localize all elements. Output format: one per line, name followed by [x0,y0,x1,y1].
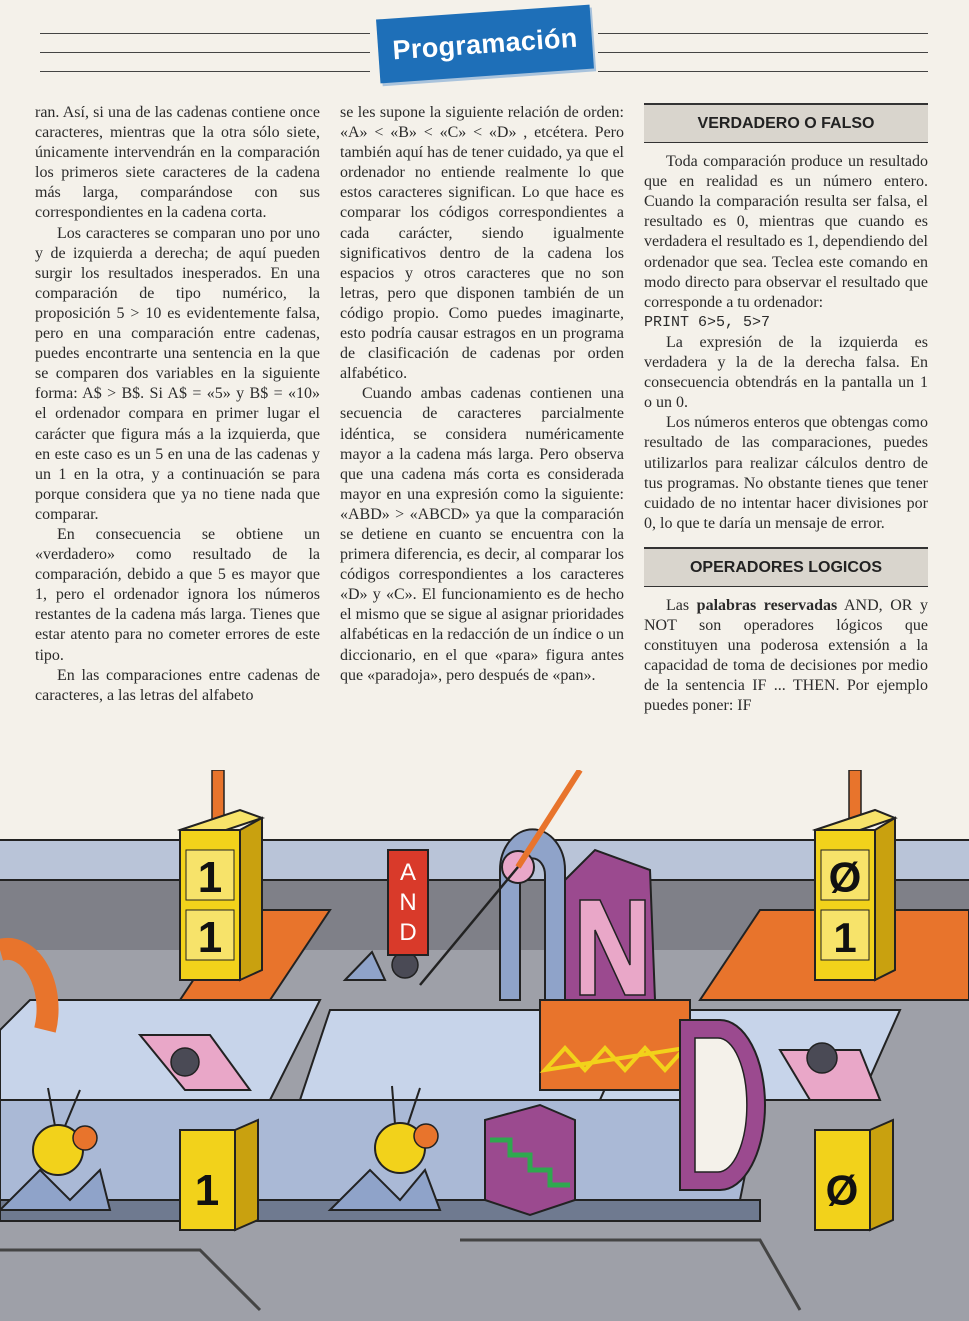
code-sample: PRINT 6>5, 5>7 [644,313,771,331]
paragraph: ran. Así, si una de las cadenas contiene once caracteres, mientras que la otra sólo siete, únicamente intervendrán en la comparación los primeros siete caracteres de la cadena más larga, comparándose con sus correspondientes en la cadena corta. [35,104,320,222]
text-column-1 [35,103,320,706]
section-banner [376,5,594,84]
paragraph: se les supone la siguiente relación de orden: «A» < «B» < «C» < «D» , etcétera. Pero también aquí has de tener cuidado, ya que el ordenador no entiende realmente lo que estos caracteres significan. Lo que hace es comparar los códigos correspondientes a cada carácter, siendo igualmente significativos dentro de la cadena los espacios y otros caracteres que no son letras, pero que disponen también de un código propio. Como puedes imaginarte, esto podría causar estragos en un programa de clasificación de cadenas por orden alfabético. [340,104,624,383]
sign-digit: 1 [197,853,223,902]
flag-letter: N [399,889,417,916]
text-column-3 [644,103,928,717]
paragraph: Los caracteres se comparan uno por uno y de izquierda a derecha; de aquí pueden surgir los resultados inesperados. En una comparación de tipo numérico, la proposición 5 > 10 es evidentemente falsa, pero en una comparación entre cadenas, puedes encontrarte una sentencia en la que se comparen dos variables en la siguiente forma: A$ > B$. Si A$ = «5» y B$ = «10» el ordenador compara en primer lugar el carácter que figura más a la izquierda, que en este caso es un 5 en una de las cadenas y un 1 en la otra, y a continuación se para porque considera que ya no tiene nada que comparar. [35,224,320,523]
sign-digit: 1 [194,1166,220,1215]
bold-term: palabras reservadas [696,596,838,614]
paragraph: En consecuencia se obtiene un «verdadero» como resultado de la comparación, debido a que 5 es mayor que 1, pero el ordenador ignora los números restantes de la cadena más larga. Tienes que estar atento para no cometer errores de este tipo. [35,525,320,664]
flag-letter: A [399,859,417,886]
sign-digit: 1 [833,914,857,961]
paragraph [644,596,928,717]
box-heading-logical-operators: OPERADORES LOGICOS [644,547,928,587]
logic-machine-illustration [0,770,969,1321]
sign-digit: 1 [197,913,223,962]
text-span: AND, OR y NOT son operadores lógicos que constituyen una poderosa extensión a la capacidad de toma de decisiones por medio de la sentencia IF ... THEN. Por ejemplo puedes poner: IF [644,596,928,715]
paragraph: Cuando ambas cadenas contienen una secuencia de caracteres parcialmente idéntica, se considera numéricamente mayor a la cadena más larga. Pero observa que una cadena más corta es considerada mayor en una expresión como la siguiente: «ABD» > «ABCD» ya que la comparación se detiene en cuanto se encuentra con la primera diferencia, es decir, al comparar los códigos correspondientes a los caracteres «D» y «C». El funcionamiento es de hecho el mismo que se sigue al asignar prioridades alfabéticas en la redacción de un índice o un diccionario, en el que «para» figura antes que «paradoja», pero después de «pan». [340,385,624,684]
page-header [0,0,969,95]
sign-digit: Ø [828,854,862,901]
flag-letter: D [399,919,417,946]
paragraph: Los números enteros que obtengas como resultado de las comparaciones, puedes utilizarlos para realizar cálculos dentro de tus programas. No obstante tienes que tener cuidado de no intentar hacer divisiones por 0, lo que te daría un mensaje de error. [644,414,928,532]
paragraph: Toda comparación produce un resultado que en realidad es un número entero. Cuando la comparación resulta ser falsa, el resultado es 0, mientras que cuando es verdadera el resultado es 1, dependiendo del ordenador que sea. Teclea este comando en modo directo para observar el resultado que corresponde a tu ordenador: [644,153,928,311]
text-span: Las [666,596,697,614]
paragraph: La expresión de la izquierda es verdadera y la de la derecha falsa. En consecuencia obtendrás en la pantalla un 1 o un 0. [644,333,928,412]
box-heading-true-false: VERDADERO O FALSO [644,103,928,143]
sign-digit: Ø [825,1167,859,1214]
paragraph: En las comparaciones entre cadenas de caracteres, a las letras del alfabeto [35,666,320,704]
section-title: Programación [391,22,579,65]
text-column-2 [340,103,624,686]
